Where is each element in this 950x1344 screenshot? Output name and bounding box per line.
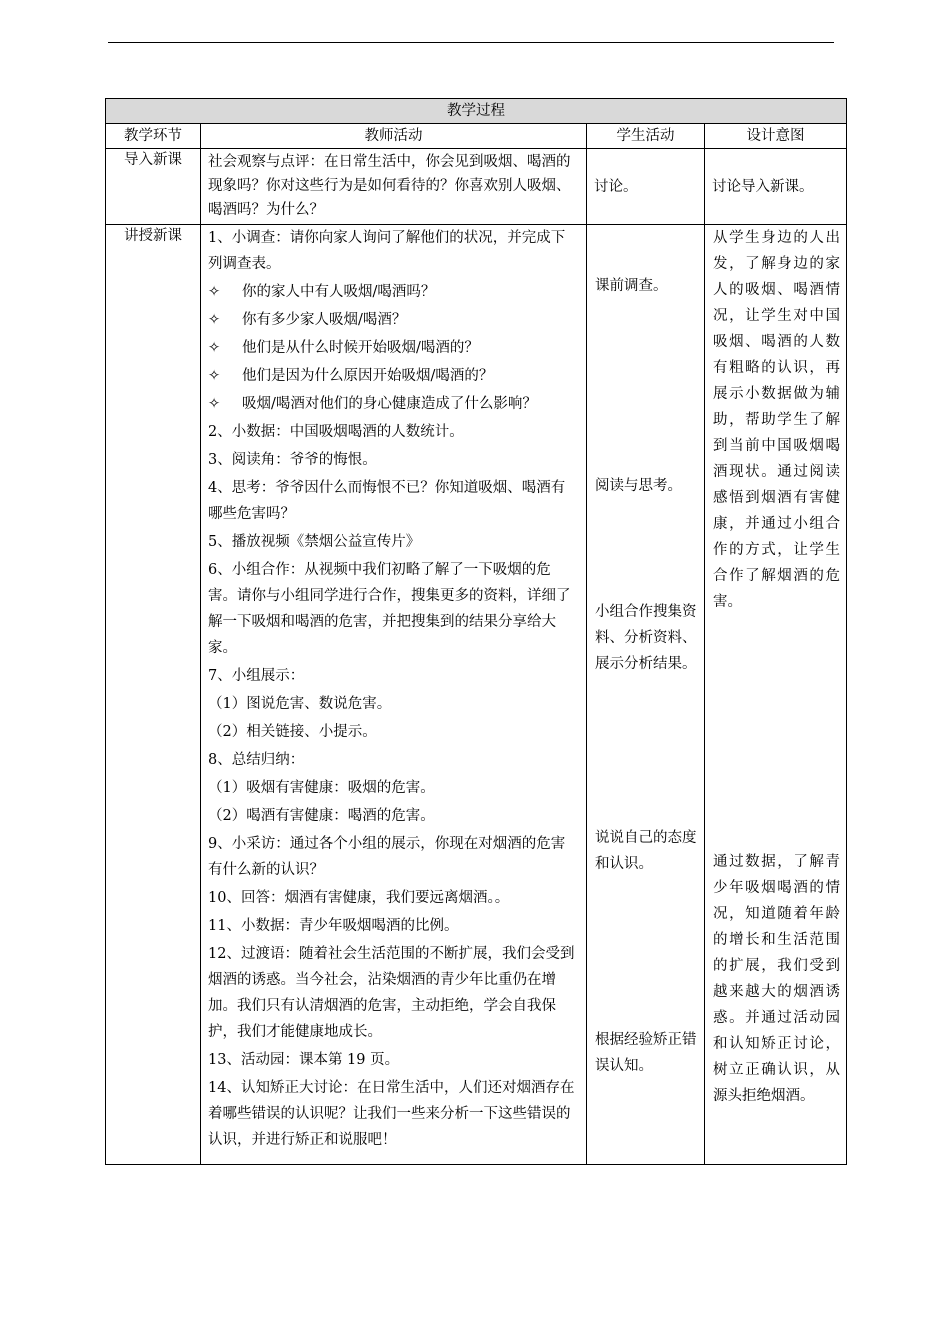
column-header-row [106,124,847,149]
teacher-item: 14、认知矫正大讨论：在日常生活中，人们还对烟酒存在着哪些错误的认识呢？让我们一些来分析一下这些错误的认识，并进行矫正和说服吧！ [208,1080,575,1148]
teacher-item: 7、小组展示： [208,668,305,684]
teacher-item: 12、过渡语：随着社会生活范围的不断扩展，我们会受到烟酒的诱惑。当今社会，沾染烟酒的青少年比重仍在增加。我们只有认清烟酒的危害，主动拒绝，学会自我保护，我们才能健康地成长。 [208,946,575,1040]
teacher-item: 11、小数据：青少年吸烟喝酒的比例。 [208,918,459,934]
student-activity-item: 说说自己的态度和认识。 [595,830,697,872]
teacher-activity-cell: 社会观察与点评：在日常生活中，你会见到吸烟、喝酒的现象吗？你对这些行为是如何看待的？你喜欢别人吸烟、喝酒吗？为什么？ [201,149,587,225]
survey-question: ✧ 他们是从什么时候开始吸烟/喝酒的？ [208,335,579,361]
diamond-bullet-icon: ✧ [208,340,221,356]
design-intent-item: 通过数据，了解青少年吸烟喝酒的情况，知道随着年龄的增长和生活范围的扩展，我们受到越来越大的烟酒诱惑。并通过活动园和认知矫正讨论，树立正确认识，从源头拒绝烟酒。 [713,854,840,1104]
teacher-subitem: （1）图说危害、数说危害。 [208,696,392,712]
stage-cell: 导入新课 [106,149,201,225]
design-intent-cell [705,225,847,1165]
survey-question: ✧ 吸烟/喝酒对他们的身心健康造成了什么影响？ [208,391,579,417]
teacher-subitem: （1）吸烟有害健康：吸烟的危害。 [208,780,435,796]
teacher-item: 8、总结归纳： [208,752,305,768]
teacher-item: 13、活动园：课本第 19 页。 [208,1052,400,1068]
design-intent-cell [705,149,847,225]
column-header-teacher: 教师活动 [201,124,587,149]
survey-question: ✧ 你的家人中有人吸烟/喝酒吗？ [208,279,579,305]
diamond-bullet-icon: ✧ [208,396,221,412]
column-header-student: 学生活动 [587,124,705,149]
column-header-stage: 教学环节 [106,124,201,149]
design-intent-text: 讨论导入新课。 [712,178,814,195]
teacher-item: 3、阅读角：爷爷的悔恨。 [208,452,377,468]
diamond-bullet-icon: ✧ [208,312,221,328]
teacher-item: 9、小采访：通过各个小组的展示，你现在对烟酒的危害有什么新的认识？ [208,836,566,878]
student-activity-item: 阅读与思考。 [595,478,682,494]
table-row [106,225,847,1165]
teacher-item: 5、播放视频《禁烟公益宣传片》 [208,534,421,550]
diamond-bullet-icon: ✧ [208,368,221,384]
table-row [106,149,847,225]
stage-cell: 讲授新课 [106,225,201,1165]
teacher-item: 10、回答：烟酒有害健康，我们要远离烟酒。。 [208,890,510,906]
table-title-row [106,99,847,124]
student-activity-text: 讨论。 [594,178,638,195]
diamond-bullet-icon: ✧ [208,284,221,300]
teacher-item: 1、小调查：请你向家人询问了解他们的状况，并完成下列调查表。 [208,230,566,272]
design-intent-item: 从学生身边的人出发，了解身边的家人的吸烟、喝酒情况，让学生对中国吸烟、喝酒的人数有粗略的认识，再展示小数据做为辅助，帮助学生了解到当前中国吸烟喝酒现状。通过阅读感悟到烟酒有害健康，并通过小组合作的方式，让学生合作了解烟酒的危害。 [713,230,840,610]
student-activity-cell [587,149,705,225]
student-activity-item: 小组合作搜集资料、分析资料、展示分析结果。 [595,604,697,672]
teacher-item: 2、小数据：中国吸烟喝酒的人数统计。 [208,424,464,440]
student-activity-item: 根据经验矫正错误认知。 [595,1032,697,1074]
student-activity-item: 课前调查。 [595,278,668,294]
column-header-intent: 设计意图 [705,124,847,149]
student-activity-cell [587,225,705,1165]
teacher-activity-cell [201,225,587,1165]
teacher-item: 4、思考：爷爷因什么而悔恨不已？你知道吸烟、喝酒有哪些危害吗？ [208,480,566,522]
survey-question: ✧ 他们是因为什么原因开始吸烟/喝酒的？ [208,363,579,389]
section-title: 教学过程 [106,99,847,124]
teacher-subitem: （2）喝酒有害健康：喝酒的危害。 [208,808,435,824]
teacher-item: 6、小组合作：从视频中我们初略了解了一下吸烟的危害。请你与小组同学进行合作，搜集更多的资料，详细了解一下吸烟和喝酒的危害，并把搜集到的结果分享给大家。 [208,562,571,656]
survey-question: ✧ 你有多少家人吸烟/喝酒？ [208,307,579,333]
teacher-subitem: （2）相关链接、小提示。 [208,724,377,740]
header-rule [108,42,834,43]
teaching-process-table [105,98,847,1165]
